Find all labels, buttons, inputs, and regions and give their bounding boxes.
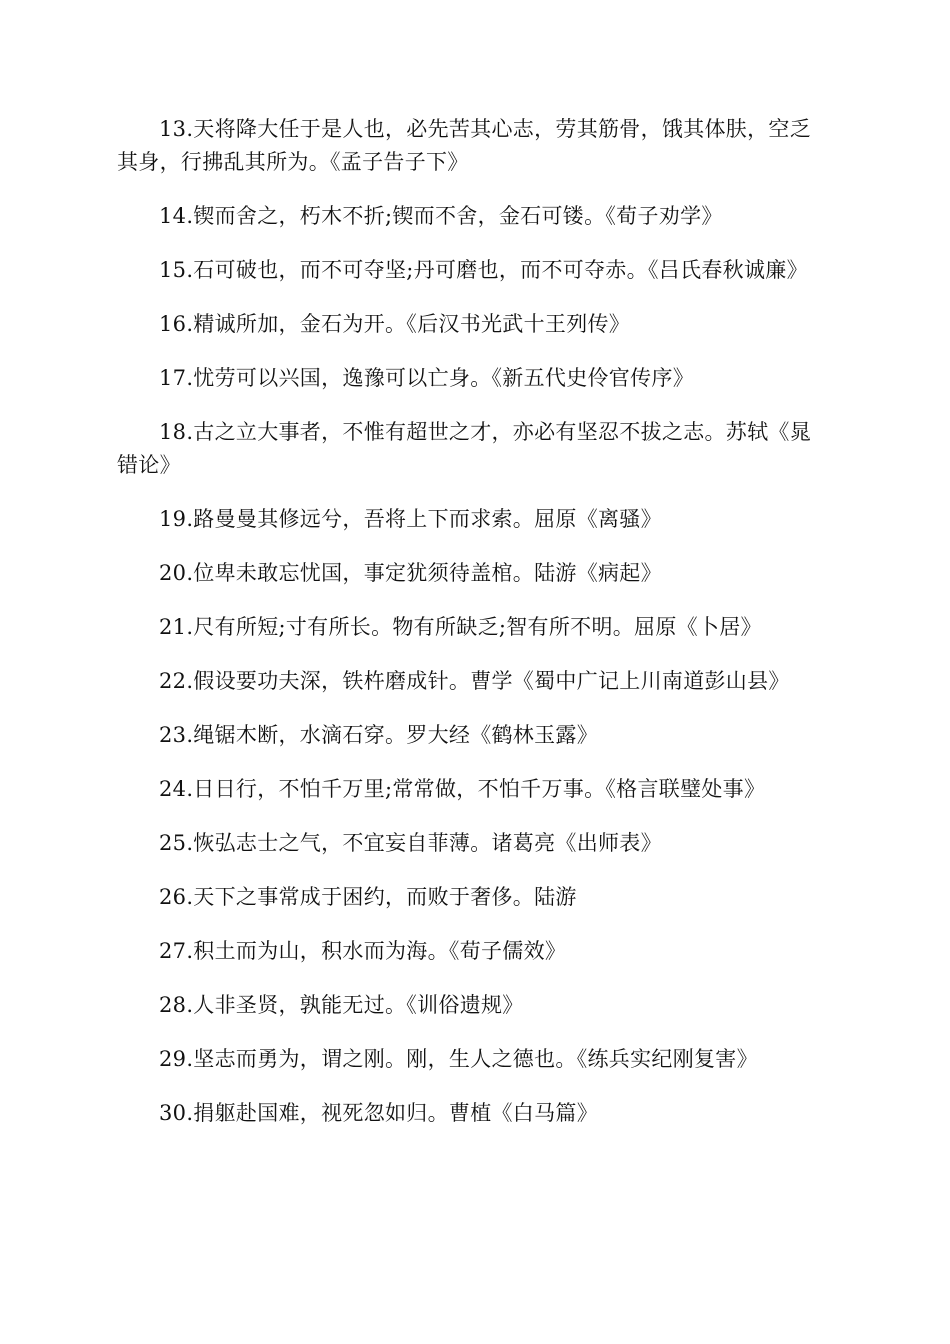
quote-paragraph-19: 19.路曼曼其修远兮，吾将上下而求索。屈原《离骚》 — [159, 507, 662, 531]
quote-paragraph-25: 25.恢弘志士之气，不宜妄自菲薄。诸葛亮《出师表》 — [159, 831, 662, 855]
document-body — [117, 113, 827, 1151]
quote-paragraph-18: 18.古之立大事者，不惟有超世之才，亦必有坚忍不拔之志。苏轼《晁错论》 — [117, 420, 811, 477]
quote-paragraph-23: 23.绳锯木断，水滴石穿。罗大经《鹤林玉露》 — [159, 723, 598, 747]
quote-paragraph-29: 29.坚志而勇为，谓之刚。刚，生人之德也。《练兵实纪刚复害》 — [159, 1047, 758, 1071]
quote-paragraph-28: 28.人非圣贤，孰能无过。《训俗遗规》 — [159, 993, 524, 1017]
quote-paragraph-27: 27.积土而为山，积水而为海。《荀子儒效》 — [159, 939, 567, 963]
quote-paragraph-17: 17.忧劳可以兴国，逸豫可以亡身。《新五代史伶官传序》 — [159, 366, 694, 390]
quote-paragraph-22: 22.假设要功夫深，铁杵磨成针。曹学《蜀中广记上川南道彭山县》 — [159, 669, 790, 693]
quote-paragraph-24: 24.日日行，不怕千万里;常常做，不怕千万事。《格言联璧处事》 — [159, 777, 766, 801]
quote-paragraph-20: 20.位卑未敢忘忧国，事定犹须待盖棺。陆游《病起》 — [159, 561, 662, 585]
quote-paragraph-15: 15.石可破也，而不可夺坚;丹可磨也，而不可夺赤。《吕氏春秋诚廉》 — [159, 258, 808, 282]
quote-paragraph-16: 16.精诚所加，金石为开。《后汉书光武十王列传》 — [159, 312, 631, 336]
quote-paragraph-21: 21.尺有所短;寸有所长。物有所缺乏;智有所不明。屈原《卜居》 — [159, 615, 762, 639]
quote-paragraph-13: 13.天将降大任于是人也，必先苦其心志，劳其筋骨，饿其体肤，空乏其身，行拂乱其所为。《孟子告子下》 — [117, 117, 811, 174]
quote-paragraph-30: 30.捐躯赴国难，视死忽如归。曹植《白马篇》 — [159, 1101, 598, 1125]
quote-paragraph-14: 14.锲而舍之，朽木不折;锲而不舍，金石可镂。《荀子劝学》 — [159, 204, 723, 228]
quote-paragraph-26: 26.天下之事常成于困约，而败于奢侈。陆游 — [159, 885, 577, 909]
